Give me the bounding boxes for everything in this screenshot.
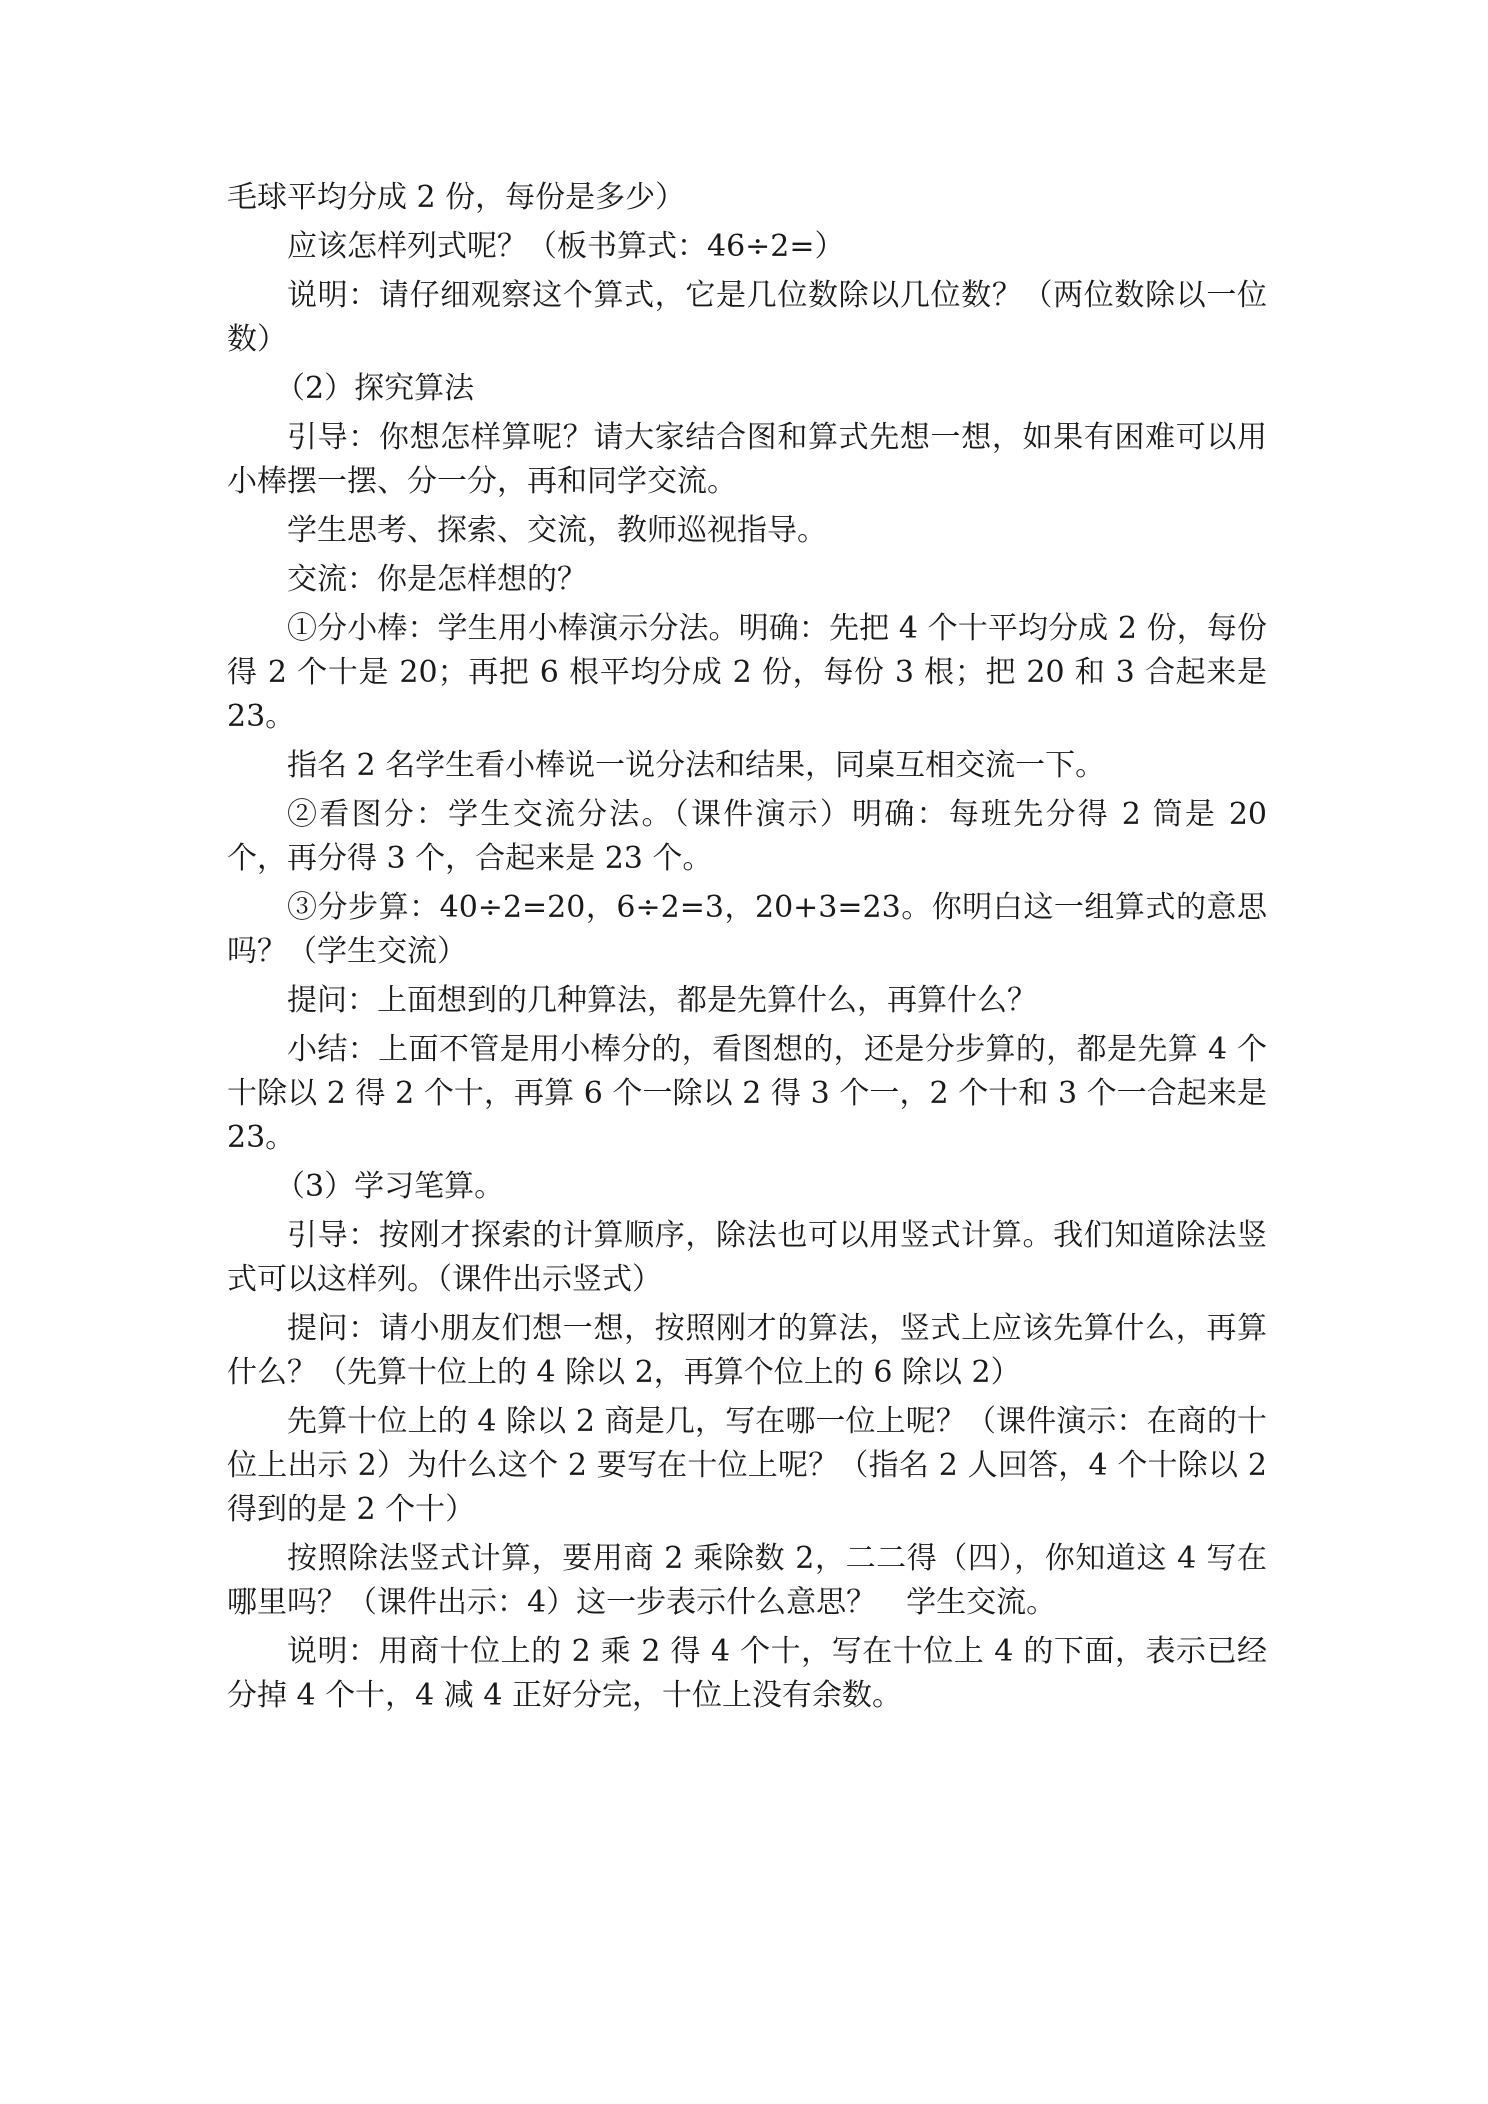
paragraph-question: 提问：上面想到的几种算法，都是先算什么，再算什么？: [287, 983, 1037, 1018]
paragraph-method-steps: ③分步算：40÷2=20，6÷2=3，20+3=23。你明白这一组算式的意思吗？（学生交流）: [227, 890, 1267, 969]
paragraph-method-picture: ②看图分：学生交流分法。（课件演示）明确：每班先分得 2 筒是 20 个，再分得 3 个，合起来是 23 个。: [227, 797, 1267, 876]
paragraph-question-order: 提问：请小朋友们想一想，按照刚才的算法，竖式上应该先算什么，再算什么？（先算十位上的 4 除以 2，再算个位上的 6 除以 2）: [227, 1311, 1267, 1390]
paragraph-multiply-step: 按照除法竖式计算，要用商 2 乘除数 2，二二得（四），你知道这 4 写在哪里吗？（课件出示：4）这一步表示什么意思？ 学生交流。: [227, 1541, 1267, 1620]
paragraph-student-activity: 学生思考、探索、交流，教师巡视指导。: [287, 513, 827, 548]
paragraph-continuation: 毛球平均分成 2 份，每份是多少）: [227, 180, 686, 215]
paragraph-discussion: 交流：你是怎样想的？: [287, 562, 587, 597]
paragraph-tens-digit: 先算十位上的 4 除以 2 商是几，写在哪一位上呢？（课件演示：在商的十位上出示 2）为什么这个 2 要写在十位上呢？（指名 2 人回答，4 个十除以 2 得到的是 2 个十）: [227, 1404, 1267, 1527]
paragraph-formula-question: 应该怎样列式呢？（板书算式：46÷2=）: [287, 229, 845, 264]
paragraph-guide: 引导：你想怎样算呢？请大家结合图和算式先想一想，如果有困难可以用小棒摆一摆、分一分，再和同学交流。: [227, 420, 1267, 499]
paragraph-final-explanation: 说明：用商十位上的 2 乘 2 得 4 个十，写在十位上 4 的下面，表示已经分掉 4 个十，4 减 4 正好分完，十位上没有余数。: [227, 1634, 1267, 1713]
paragraph-method-sticks: ①分小棒：学生用小棒演示分法。明确：先把 4 个十平均分成 2 份，每份得 2 个十是 20；再把 6 根平均分成 2 份，每份 3 根；把 20 和 3 合起来是 23。: [227, 611, 1267, 734]
paragraph-summary: 小结：上面不管是用小棒分的，看图想的，还是分步算的，都是先算 4 个十除以 2 得 2 个十，再算 6 个一除以 2 得 3 个一，2 个十和 3 个一合起来是 23。: [227, 1032, 1267, 1155]
section-heading-explore: （2）探究算法: [275, 371, 475, 406]
paragraph-student-share: 指名 2 名学生看小棒说一说分法和结果，同桌互相交流一下。: [287, 748, 1106, 783]
paragraph-explanation: 说明：请仔细观察这个算式，它是几位数除以几位数？（两位数除以一位数）: [227, 278, 1267, 357]
document-page: [227, 176, 1267, 1723]
paragraph-guide-vertical: 引导：按刚才探索的计算顺序，除法也可以用竖式计算。我们知道除法竖式可以这样列。（课件出示竖式）: [227, 1218, 1267, 1297]
section-heading-written: （3）学习笔算。: [275, 1169, 505, 1204]
